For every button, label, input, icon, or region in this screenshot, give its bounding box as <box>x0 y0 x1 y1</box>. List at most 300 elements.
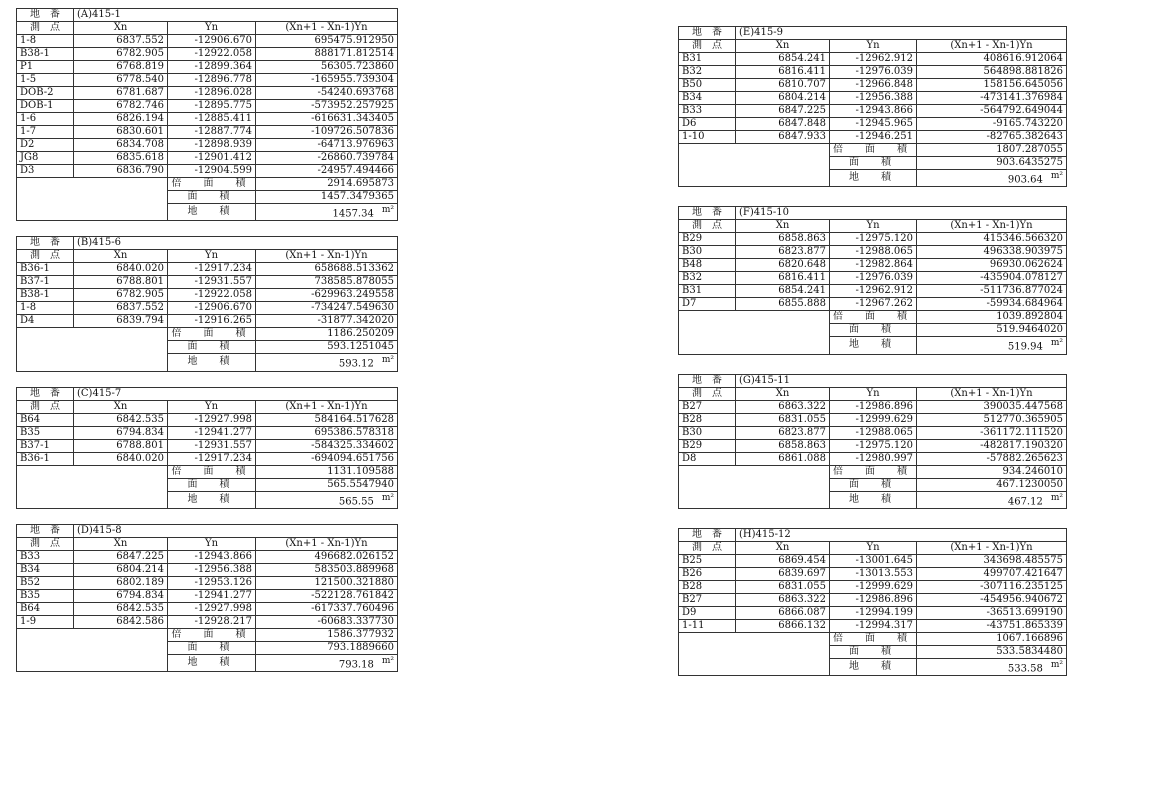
area-number: 793.1889660 <box>327 641 394 653</box>
product-cell: 564898.881826 <box>917 66 1067 79</box>
xn-cell: 6863.322 <box>736 593 830 606</box>
point-name-cell: B25 <box>679 554 736 567</box>
xn-cell: 6802.189 <box>74 576 168 589</box>
parcel-header-row <box>17 387 398 400</box>
column-header-row <box>17 537 398 550</box>
yn-cell: -12962.912 <box>830 53 917 66</box>
parcel-header-row <box>679 207 1067 220</box>
xn-cell: 6847.848 <box>736 118 830 131</box>
xn-cell: 6854.241 <box>736 53 830 66</box>
table-row <box>17 35 398 48</box>
point-name-cell: P1 <box>17 61 74 74</box>
parcel-id: (C)415-7 <box>74 387 398 400</box>
parcel-number-label: 地 番 <box>679 374 736 387</box>
xn-cell: 6781.687 <box>74 87 168 100</box>
yn-header: Yn <box>830 40 917 53</box>
area-label: 面 積 <box>830 645 917 658</box>
product-cell: -9165.743220 <box>917 118 1067 131</box>
yn-cell: -12975.120 <box>830 439 917 452</box>
unit-label: m² <box>1050 659 1063 670</box>
land-area-label: 地 積 <box>168 354 256 371</box>
table-row <box>17 113 398 126</box>
parcel-id: (E)415-9 <box>736 27 1067 40</box>
right-column <box>678 26 1067 695</box>
table-row <box>17 87 398 100</box>
double-area-row <box>679 144 1067 157</box>
area-calculation-table <box>678 374 1067 509</box>
area-label: 面 積 <box>168 641 256 654</box>
yn-cell: -12994.317 <box>830 619 917 632</box>
point-name-cell: B38-1 <box>17 289 74 302</box>
yn-cell: -12956.388 <box>830 92 917 105</box>
table-row <box>17 139 398 152</box>
double-area-number: 2914.695873 <box>327 178 394 189</box>
table-row <box>679 619 1067 632</box>
xn-cell: 6804.214 <box>736 92 830 105</box>
table-row <box>17 126 398 139</box>
double-area-number: 934.246010 <box>1002 465 1063 477</box>
point-name-cell: B27 <box>679 593 736 606</box>
xn-cell: 6788.801 <box>74 439 168 452</box>
area-number: 565.5547940 <box>327 478 394 490</box>
blank-cell <box>17 628 168 671</box>
yn-cell: -12899.364 <box>168 61 256 74</box>
product-cell: -617337.760496 <box>256 602 398 615</box>
yn-header: Yn <box>830 387 917 400</box>
area-number: 903.6435275 <box>996 157 1063 168</box>
table-row <box>17 61 398 74</box>
xn-cell: 6831.055 <box>736 580 830 593</box>
area-value <box>917 478 1067 491</box>
table-row <box>17 602 398 615</box>
xn-cell: 6869.454 <box>736 554 830 567</box>
yn-cell: -12988.065 <box>830 246 917 259</box>
area-label: 面 積 <box>830 324 917 337</box>
unit-label: m² <box>1050 492 1063 503</box>
double-area-label: 倍 面 積 <box>830 144 917 157</box>
blank-cell <box>679 144 830 187</box>
survey-point-header: 測 点 <box>679 40 736 53</box>
yn-cell: -12941.277 <box>168 426 256 439</box>
point-name-cell: B48 <box>679 259 736 272</box>
xn-header: Xn <box>736 220 830 233</box>
area-table-block <box>16 236 398 386</box>
land-area-number: 903.64 <box>1007 174 1043 186</box>
product-cell: 695475.912950 <box>256 35 398 48</box>
xn-cell: 6861.088 <box>736 452 830 465</box>
product-cell: 121500.321880 <box>256 576 398 589</box>
point-name-cell: B38-1 <box>17 48 74 61</box>
table-row <box>679 580 1067 593</box>
area-label: 面 積 <box>168 478 256 491</box>
blank-cell <box>17 328 168 371</box>
area-number: 519.9464020 <box>996 324 1063 336</box>
area-number: 593.1251045 <box>327 341 394 353</box>
product-cell: 56305.723860 <box>256 61 398 74</box>
area-value <box>256 341 398 354</box>
product-cell: 415346.566320 <box>917 233 1067 246</box>
area-table-block <box>678 26 1067 206</box>
table-row <box>17 263 398 276</box>
yn-cell: -12917.234 <box>168 452 256 465</box>
xn-cell: 6863.322 <box>736 400 830 413</box>
xn-cell: 6816.411 <box>736 66 830 79</box>
xn-cell: 6778.540 <box>74 74 168 87</box>
xn-cell: 6836.790 <box>74 165 168 178</box>
double-area-label: 倍 面 積 <box>830 311 917 324</box>
point-name-cell: B29 <box>679 439 736 452</box>
double-area-value <box>256 178 398 191</box>
product-cell: 658688.513362 <box>256 263 398 276</box>
xn-cell: 6820.648 <box>736 259 830 272</box>
xn-cell: 6826.194 <box>74 113 168 126</box>
product-cell: -511736.877024 <box>917 285 1067 298</box>
double-area-row <box>679 632 1067 645</box>
formula-header: (Xn+1 - Xn-1)Yn <box>256 400 398 413</box>
table-row <box>17 576 398 589</box>
area-label: 面 積 <box>168 341 256 354</box>
product-cell: -616631.343405 <box>256 113 398 126</box>
double-area-number: 1039.892804 <box>996 311 1063 323</box>
table-row <box>679 298 1067 311</box>
table-row <box>679 105 1067 118</box>
xn-cell: 6837.552 <box>74 302 168 315</box>
land-area-number: 593.12 <box>338 358 374 370</box>
double-area-number: 1067.166896 <box>996 632 1063 644</box>
yn-cell: -12928.217 <box>168 615 256 628</box>
xn-cell: 6788.801 <box>74 276 168 289</box>
product-cell: -694094.651756 <box>256 452 398 465</box>
double-area-label: 倍 面 積 <box>168 628 256 641</box>
point-name-cell: 1-11 <box>679 619 736 632</box>
xn-cell: 6855.888 <box>736 298 830 311</box>
xn-cell: 6866.087 <box>736 606 830 619</box>
point-name-cell: B29 <box>679 233 736 246</box>
survey-point-header: 測 点 <box>17 250 74 263</box>
yn-cell: -12916.265 <box>168 315 256 328</box>
xn-cell: 6842.535 <box>74 602 168 615</box>
land-area-number: 467.12 <box>1007 495 1043 507</box>
parcel-id: (D)415-8 <box>74 524 398 537</box>
table-row <box>17 74 398 87</box>
double-area-label: 倍 面 積 <box>168 465 256 478</box>
product-cell: -307116.235125 <box>917 580 1067 593</box>
yn-cell: -12895.775 <box>168 100 256 113</box>
yn-cell: -12999.629 <box>830 580 917 593</box>
point-name-cell: DOB-2 <box>17 87 74 100</box>
yn-cell: -12982.864 <box>830 259 917 272</box>
area-table-block <box>16 524 398 687</box>
yn-header: Yn <box>168 250 256 263</box>
area-table-block <box>678 374 1067 528</box>
yn-header: Yn <box>168 537 256 550</box>
double-area-value <box>256 328 398 341</box>
point-name-cell: B33 <box>679 105 736 118</box>
point-name-cell: 1-8 <box>17 302 74 315</box>
table-row <box>679 285 1067 298</box>
double-area-row <box>679 465 1067 478</box>
column-header-row <box>17 250 398 263</box>
yn-cell: -12943.866 <box>168 550 256 563</box>
formula-header: (Xn+1 - Xn-1)Yn <box>256 22 398 35</box>
double-area-value <box>917 465 1067 478</box>
table-row <box>679 92 1067 105</box>
product-cell: -522128.761842 <box>256 589 398 602</box>
parcel-number-label: 地 番 <box>679 27 736 40</box>
product-cell: 343698.485575 <box>917 554 1067 567</box>
point-name-cell: D4 <box>17 315 74 328</box>
xn-cell: 6858.863 <box>736 233 830 246</box>
left-column <box>16 8 398 687</box>
xn-cell: 6794.834 <box>74 589 168 602</box>
parcel-id: (G)415-11 <box>736 374 1067 387</box>
xn-cell: 6847.225 <box>74 550 168 563</box>
table-row <box>17 276 398 289</box>
double-area-row <box>17 465 398 478</box>
area-calculation-table <box>678 206 1067 354</box>
point-name-cell: B30 <box>679 246 736 259</box>
area-table-block <box>678 206 1067 373</box>
parcel-number-label: 地 番 <box>17 524 74 537</box>
double-area-row <box>17 178 398 191</box>
land-area-label: 地 積 <box>830 491 917 508</box>
product-cell: -59934.684964 <box>917 298 1067 311</box>
xn-header: Xn <box>736 387 830 400</box>
xn-header: Xn <box>74 537 168 550</box>
survey-point-header: 測 点 <box>679 541 736 554</box>
land-area-label: 地 積 <box>830 170 917 187</box>
survey-point-header: 測 点 <box>679 387 736 400</box>
table-row <box>679 413 1067 426</box>
table-row <box>679 233 1067 246</box>
xn-cell: 6840.020 <box>74 263 168 276</box>
parcel-header-row <box>17 9 398 22</box>
land-area-label: 地 積 <box>830 337 917 354</box>
land-area-value <box>256 491 398 508</box>
table-row <box>679 79 1067 92</box>
table-row <box>17 452 398 465</box>
product-cell: -57882.265623 <box>917 452 1067 465</box>
yn-cell: -12885.411 <box>168 113 256 126</box>
point-name-cell: D6 <box>679 118 736 131</box>
xn-cell: 6837.552 <box>74 35 168 48</box>
area-calculation-table <box>678 528 1067 676</box>
point-name-cell: D9 <box>679 606 736 619</box>
yn-cell: -12988.065 <box>830 426 917 439</box>
yn-cell: -12994.199 <box>830 606 917 619</box>
product-cell: 583503.889968 <box>256 563 398 576</box>
xn-cell: 6866.132 <box>736 619 830 632</box>
product-cell: -361172.111520 <box>917 426 1067 439</box>
product-cell: -82765.382643 <box>917 131 1067 144</box>
yn-cell: -12986.896 <box>830 400 917 413</box>
point-name-cell: B27 <box>679 400 736 413</box>
formula-header: (Xn+1 - Xn-1)Yn <box>917 220 1067 233</box>
point-name-cell: B32 <box>679 66 736 79</box>
column-header-row <box>679 541 1067 554</box>
point-name-cell: B37-1 <box>17 439 74 452</box>
xn-cell: 6782.746 <box>74 100 168 113</box>
land-area-label: 地 積 <box>168 491 256 508</box>
table-row <box>679 439 1067 452</box>
yn-cell: -12976.039 <box>830 272 917 285</box>
parcel-number-label: 地 番 <box>679 528 736 541</box>
table-row <box>17 48 398 61</box>
formula-header: (Xn+1 - Xn-1)Yn <box>917 387 1067 400</box>
yn-header: Yn <box>168 22 256 35</box>
yn-cell: -12887.774 <box>168 126 256 139</box>
xn-cell: 6823.877 <box>736 426 830 439</box>
land-area-value <box>917 491 1067 508</box>
yn-cell: -12941.277 <box>168 589 256 602</box>
xn-cell: 6831.055 <box>736 413 830 426</box>
xn-cell: 6847.225 <box>736 105 830 118</box>
yn-cell: -12917.234 <box>168 263 256 276</box>
double-area-value <box>917 632 1067 645</box>
double-area-number: 1131.109588 <box>327 465 394 477</box>
yn-cell: -12931.557 <box>168 276 256 289</box>
land-area-number: 565.55 <box>338 495 374 507</box>
double-area-number: 1186.250209 <box>327 328 394 340</box>
point-name-cell: JG8 <box>17 152 74 165</box>
xn-cell: 6858.863 <box>736 439 830 452</box>
table-row <box>679 593 1067 606</box>
yn-cell: -12896.778 <box>168 74 256 87</box>
point-name-cell: B64 <box>17 602 74 615</box>
product-cell: -31877.342020 <box>256 315 398 328</box>
product-cell: -43751.865339 <box>917 619 1067 632</box>
point-name-cell: B30 <box>679 426 736 439</box>
product-cell: 158156.645056 <box>917 79 1067 92</box>
product-cell: -454956.940672 <box>917 593 1067 606</box>
area-number: 1457.3479365 <box>320 191 394 202</box>
xn-cell: 6794.834 <box>74 426 168 439</box>
column-header-row <box>679 387 1067 400</box>
double-area-number: 1807.287055 <box>996 144 1063 155</box>
column-header-row <box>17 22 398 35</box>
yn-cell: -12962.912 <box>830 285 917 298</box>
product-cell: 408616.912064 <box>917 53 1067 66</box>
xn-header: Xn <box>736 541 830 554</box>
table-row <box>679 554 1067 567</box>
parcel-number-label: 地 番 <box>17 387 74 400</box>
yn-cell: -12904.599 <box>168 165 256 178</box>
product-cell: -629963.249558 <box>256 289 398 302</box>
land-area-value <box>917 337 1067 354</box>
yn-cell: -12922.058 <box>168 48 256 61</box>
table-row <box>17 315 398 328</box>
area-value <box>917 157 1067 170</box>
table-row <box>17 550 398 563</box>
land-area-value <box>256 354 398 371</box>
product-cell: -473141.376984 <box>917 92 1067 105</box>
area-calculation-table <box>16 387 398 509</box>
column-header-row <box>679 220 1067 233</box>
yn-cell: -12943.866 <box>830 105 917 118</box>
yn-cell: -12931.557 <box>168 439 256 452</box>
table-row <box>679 567 1067 580</box>
point-name-cell: DOB-1 <box>17 100 74 113</box>
product-cell: 390035.447568 <box>917 400 1067 413</box>
point-name-cell: 1-7 <box>17 126 74 139</box>
table-row <box>679 426 1067 439</box>
yn-cell: -12906.670 <box>168 35 256 48</box>
area-label: 面 積 <box>168 191 256 204</box>
table-row <box>17 426 398 439</box>
point-name-cell: B37-1 <box>17 276 74 289</box>
table-row <box>679 452 1067 465</box>
point-name-cell: B31 <box>679 53 736 66</box>
double-area-label: 倍 面 積 <box>168 178 256 191</box>
point-name-cell: B26 <box>679 567 736 580</box>
table-row <box>679 272 1067 285</box>
product-cell: 499707.421647 <box>917 567 1067 580</box>
product-cell: 738585.878055 <box>256 276 398 289</box>
point-name-cell: B50 <box>679 79 736 92</box>
parcel-header-row <box>679 27 1067 40</box>
product-cell: 496338.903975 <box>917 246 1067 259</box>
table-row <box>17 289 398 302</box>
table-row <box>17 615 398 628</box>
column-header-row <box>679 40 1067 53</box>
xn-cell: 6830.601 <box>74 126 168 139</box>
product-cell: -64713.976963 <box>256 139 398 152</box>
xn-cell: 6782.905 <box>74 48 168 61</box>
point-name-cell: 1-8 <box>17 35 74 48</box>
land-area-label: 地 積 <box>168 654 256 671</box>
yn-cell: -12986.896 <box>830 593 917 606</box>
column-header-row <box>17 400 398 413</box>
double-area-value <box>256 628 398 641</box>
product-cell: -24957.494466 <box>256 165 398 178</box>
formula-header: (Xn+1 - Xn-1)Yn <box>917 541 1067 554</box>
land-area-number: 793.18 <box>338 659 374 671</box>
table-row <box>17 439 398 452</box>
yn-header: Yn <box>830 220 917 233</box>
xn-cell: 6842.535 <box>74 413 168 426</box>
table-row <box>679 400 1067 413</box>
double-area-value <box>256 465 398 478</box>
double-area-row <box>17 628 398 641</box>
product-cell: -435904.078127 <box>917 272 1067 285</box>
parcel-header-row <box>17 237 398 250</box>
yn-header: Yn <box>830 541 917 554</box>
unit-label: m² <box>381 492 394 503</box>
yn-cell: -12975.120 <box>830 233 917 246</box>
area-calculation-table <box>678 26 1067 187</box>
blank-cell <box>17 178 168 221</box>
land-area-number: 533.58 <box>1007 663 1043 675</box>
area-calculation-table <box>16 8 398 221</box>
unit-label: m² <box>381 655 394 666</box>
yn-cell: -12966.848 <box>830 79 917 92</box>
yn-cell: -12967.262 <box>830 298 917 311</box>
point-name-cell: D8 <box>679 452 736 465</box>
yn-cell: -12976.039 <box>830 66 917 79</box>
table-row <box>17 152 398 165</box>
yn-cell: -12901.412 <box>168 152 256 165</box>
point-name-cell: B36-1 <box>17 263 74 276</box>
xn-cell: 6816.411 <box>736 272 830 285</box>
xn-cell: 6804.214 <box>74 563 168 576</box>
point-name-cell: B28 <box>679 413 736 426</box>
land-area-number: 1457.34 <box>332 208 374 220</box>
survey-point-header: 測 点 <box>679 220 736 233</box>
parcel-header-row <box>17 524 398 537</box>
xn-cell: 6834.708 <box>74 139 168 152</box>
unit-label: m² <box>1050 338 1063 349</box>
blank-cell <box>679 632 830 675</box>
